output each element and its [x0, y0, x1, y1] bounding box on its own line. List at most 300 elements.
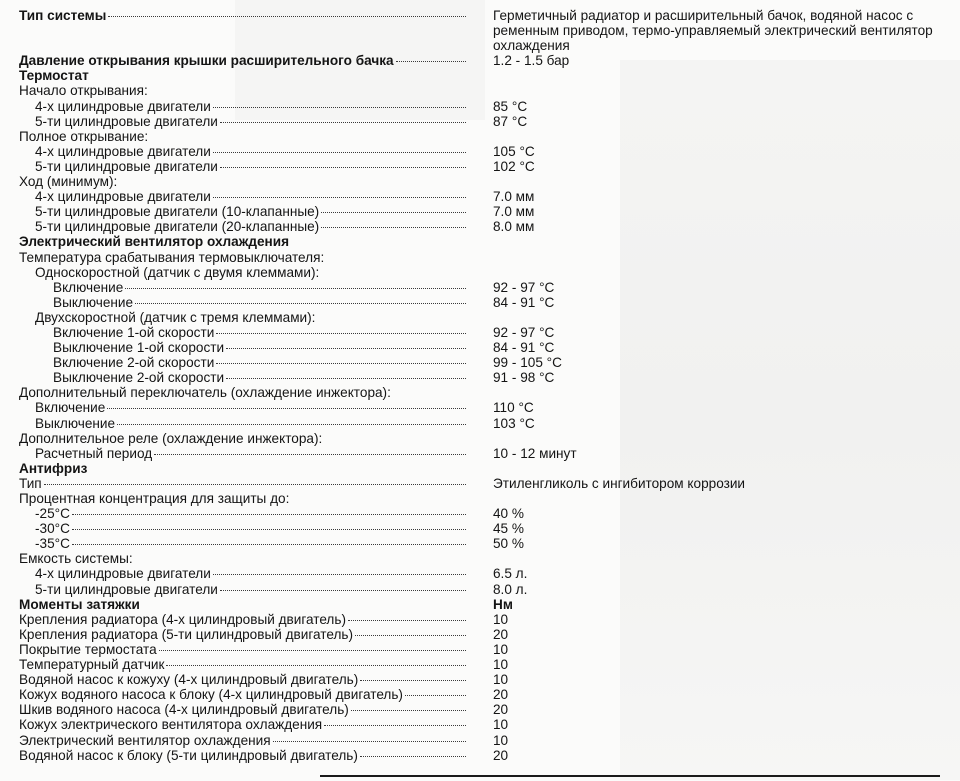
- spec-value: 8.0 мм: [493, 219, 535, 235]
- dot-leader: [117, 423, 466, 425]
- spec-label-cell: [19, 8, 466, 53]
- spec-label-cell: [19, 219, 466, 234]
- spec-gap-cell: [466, 144, 493, 159]
- spec-gap-cell: [466, 536, 493, 551]
- spec-value: 10: [493, 717, 509, 733]
- spec-label: [19, 566, 466, 581]
- spec-label-text: Емкость системы:: [19, 551, 133, 567]
- spec-gap-cell: [466, 582, 493, 597]
- spec-row: [19, 265, 944, 280]
- spec-label-cell: [19, 461, 466, 476]
- spec-label: [19, 717, 466, 732]
- spec-value: 7.0 мм: [493, 189, 535, 205]
- spec-gap-cell: [466, 325, 493, 340]
- spec-value: [493, 551, 944, 566]
- dot-leader: [213, 151, 466, 153]
- spec-value: 92 - 97 °C: [493, 324, 555, 340]
- spec-label-cell: [19, 582, 466, 597]
- spec-label: [19, 8, 466, 23]
- spec-label-cell: [19, 657, 466, 672]
- spec-label: [19, 642, 466, 657]
- spec-gap-cell: [466, 370, 493, 385]
- spec-row: [19, 83, 944, 98]
- dot-leader: [216, 362, 466, 364]
- spec-value: 20: [493, 747, 509, 763]
- spec-label-text: Шкив водяного насоса (4-х цилиндровый двигатель): [19, 702, 349, 718]
- spec-row: [19, 204, 944, 219]
- spec-label: [19, 491, 466, 506]
- spec-label: [19, 68, 466, 83]
- spec-row: [19, 642, 944, 657]
- spec-label-cell: [19, 204, 466, 219]
- spec-label-text: 5-ти цилиндровые двигатели: [35, 158, 218, 174]
- spec-label-cell: [19, 521, 466, 536]
- spec-gap-cell: [466, 234, 493, 249]
- dot-leader: [216, 332, 466, 334]
- spec-value: 10: [493, 732, 509, 748]
- spec-label: [19, 250, 466, 265]
- spec-row: [19, 325, 944, 340]
- spec-label-cell: [19, 189, 466, 204]
- spec-label-cell: [19, 370, 466, 385]
- spec-label: [19, 265, 466, 280]
- dot-leader: [107, 407, 466, 409]
- spec-value: Герметичный радиатор и расширительный бачок, водяной насос с ременным приводом, термо-управляемый электрический вентилятор охлаждения: [493, 8, 933, 54]
- spec-value: [493, 250, 944, 265]
- spec-label-cell: [19, 566, 466, 581]
- spec-label-cell: [19, 280, 466, 295]
- spec-label-text: Температура срабатывания термовыключателя:: [19, 249, 325, 265]
- spec-gap-cell: [466, 642, 493, 657]
- spec-row: [19, 566, 944, 581]
- spec-value: 7.0 мм: [493, 204, 535, 220]
- spec-value: 10: [493, 611, 509, 627]
- spec-label-text: Включение 1-ой скорости: [53, 324, 215, 340]
- spec-label: [19, 83, 466, 98]
- spec-gap-cell: [466, 129, 493, 144]
- spec-row: [19, 627, 944, 642]
- spec-value: 20: [493, 687, 509, 703]
- spec-value: 105 °C: [493, 143, 535, 159]
- spec-value: [493, 310, 944, 325]
- spec-label-text: Тип: [19, 475, 42, 491]
- spec-row: [19, 310, 944, 325]
- dot-leader: [321, 211, 466, 213]
- spec-label-cell: [19, 325, 466, 340]
- spec-label-text: Электрический вентилятор охлаждения: [19, 234, 290, 250]
- spec-gap-cell: [466, 250, 493, 265]
- spec-value: [493, 174, 944, 189]
- spec-label-text: Включение: [35, 400, 106, 416]
- spec-row: [19, 8, 944, 53]
- spec-label: [19, 416, 466, 431]
- spec-label: [19, 159, 466, 174]
- spec-row: [19, 53, 944, 68]
- spec-label-text: Тип системы: [19, 8, 107, 23]
- spec-label-cell: [19, 295, 466, 310]
- spec-value: 50 %: [493, 536, 524, 552]
- spec-label-text: -25°C: [35, 506, 70, 522]
- dot-leader: [220, 589, 466, 591]
- spec-row: [19, 687, 944, 702]
- spec-row: [19, 280, 944, 295]
- spec-row: [19, 355, 944, 370]
- spec-label: [19, 129, 466, 144]
- spec-label-cell: [19, 717, 466, 732]
- spec-label-cell: [19, 431, 466, 446]
- spec-value: 10: [493, 657, 509, 673]
- spec-label-text: Выключение 2-ой скорости: [53, 370, 225, 386]
- spec-gap-cell: [466, 627, 493, 642]
- dot-leader: [159, 649, 466, 651]
- spec-value: 6.5 л.: [493, 566, 528, 582]
- dot-leader: [72, 528, 466, 530]
- spec-row: [19, 416, 944, 431]
- dot-leader: [396, 60, 466, 62]
- dot-leader: [135, 302, 466, 304]
- spec-value: [493, 265, 944, 280]
- spec-value: 103 °C: [493, 415, 535, 431]
- spec-label: [19, 551, 466, 566]
- spec-gap-cell: [466, 310, 493, 325]
- spec-gap-cell: [466, 265, 493, 280]
- spec-label: [19, 144, 466, 159]
- spec-label-cell: [19, 446, 466, 461]
- spec-label-text: Покрытие термостата: [19, 641, 157, 657]
- spec-row: [19, 219, 944, 234]
- spec-label: [19, 748, 466, 763]
- spec-row: [19, 234, 944, 249]
- spec-row: [19, 536, 944, 551]
- dot-leader: [72, 513, 466, 515]
- spec-label: [19, 687, 466, 702]
- spec-gap-cell: [466, 295, 493, 310]
- spec-row: [19, 295, 944, 310]
- spec-gap-cell: [466, 204, 493, 219]
- spec-gap-cell: [466, 219, 493, 234]
- spec-label: [19, 114, 466, 129]
- dot-leader: [348, 619, 466, 621]
- spec-label-text: Электрический вентилятор охлаждения: [19, 732, 271, 748]
- spec-label-cell: [19, 310, 466, 325]
- spec-label-cell: [19, 672, 466, 687]
- spec-gap-cell: [466, 159, 493, 174]
- spec-label-text: Давление открывания крышки расширительного бачка: [19, 53, 394, 69]
- spec-label-text: Кожух электрического вентилятора охлаждения: [19, 717, 323, 733]
- dot-leader: [154, 453, 466, 455]
- spec-row: [19, 733, 944, 748]
- spec-label: [19, 476, 466, 491]
- spec-gap-cell: [466, 8, 493, 53]
- spec-label: [19, 431, 466, 446]
- spec-label-cell: [19, 250, 466, 265]
- spec-label-cell: [19, 536, 466, 551]
- spec-row: [19, 68, 944, 83]
- spec-row: [19, 476, 944, 491]
- spec-row: [19, 748, 944, 763]
- spec-row: [19, 582, 944, 597]
- dot-leader: [360, 755, 466, 757]
- spec-label-cell: [19, 627, 466, 642]
- spec-value: Этиленгликоль с ингибитором коррозии: [493, 475, 746, 491]
- spec-label-cell: [19, 174, 466, 189]
- spec-label: [19, 400, 466, 415]
- spec-gap-cell: [466, 717, 493, 732]
- spec-label-cell: [19, 476, 466, 491]
- spec-value: 20: [493, 626, 509, 642]
- spec-value: 10: [493, 641, 509, 657]
- spec-label-text: Водяной насос к кожуху (4-х цилиндровый двигатель): [19, 672, 359, 688]
- spec-row: [19, 174, 944, 189]
- spec-value: [493, 385, 944, 400]
- spec-gap-cell: [466, 733, 493, 748]
- spec-label: [19, 702, 466, 717]
- spec-value: 91 - 98 °C: [493, 370, 555, 386]
- dot-leader: [220, 121, 466, 123]
- spec-row: [19, 144, 944, 159]
- spec-gap-cell: [466, 416, 493, 431]
- spec-gap-cell: [466, 597, 493, 612]
- spec-value: [493, 68, 944, 83]
- spec-label-cell: [19, 159, 466, 174]
- dot-leader: [360, 679, 466, 681]
- spec-label-text: Полное открывание:: [19, 128, 149, 144]
- spec-value: [493, 234, 944, 249]
- spec-value: 99 - 105 °C: [493, 355, 562, 371]
- spec-label: [19, 219, 466, 234]
- spec-label-cell: [19, 642, 466, 657]
- spec-label-cell: [19, 612, 466, 627]
- spec-label: [19, 627, 466, 642]
- spec-row: [19, 521, 944, 536]
- spec-label-text: Моменты затяжки: [19, 596, 140, 612]
- dot-leader: [166, 664, 466, 666]
- spec-label: [19, 99, 466, 114]
- spec-label: [19, 536, 466, 551]
- spec-label-cell: [19, 265, 466, 280]
- spec-value: [493, 129, 944, 144]
- spec-value: Нм: [493, 596, 513, 612]
- spec-label-text: -30°C: [35, 521, 70, 537]
- spec-row: [19, 461, 944, 476]
- spec-value: 1.2 - 1.5 бар: [493, 53, 570, 69]
- spec-gap-cell: [466, 355, 493, 370]
- spec-label-text: 5-ти цилиндровые двигатели: [35, 581, 218, 597]
- spec-label-text: Крепления радиатора (5-ти цилиндровый двигатель): [19, 626, 353, 642]
- spec-row: [19, 250, 944, 265]
- spec-gap-cell: [466, 385, 493, 400]
- spec-value: 84 - 91 °C: [493, 294, 555, 310]
- spec-label-cell: [19, 385, 466, 400]
- spec-row: [19, 551, 944, 566]
- spec-gap-cell: [466, 280, 493, 295]
- dot-leader: [226, 347, 466, 349]
- spec-row: [19, 340, 944, 355]
- spec-row: [19, 400, 944, 415]
- spec-label-cell: [19, 506, 466, 521]
- spec-label-text: Дополнительный переключатель (охлаждение инжектора):: [19, 385, 391, 401]
- spec-label-cell: [19, 129, 466, 144]
- spec-label-cell: [19, 491, 466, 506]
- spec-value: 87 °C: [493, 113, 528, 129]
- spec-label-cell: [19, 355, 466, 370]
- spec-label-cell: [19, 144, 466, 159]
- spec-row: [19, 702, 944, 717]
- spec-label: [19, 370, 466, 385]
- spec-label-text: Расчетный период: [35, 445, 153, 461]
- spec-value: 10: [493, 672, 509, 688]
- spec-gap-cell: [466, 53, 493, 68]
- spec-value: [493, 461, 944, 476]
- spec-value: [493, 431, 944, 446]
- spec-label-text: Выключение 1-ой скорости: [53, 340, 225, 356]
- spec-label: [19, 280, 466, 295]
- spec-label-cell: [19, 687, 466, 702]
- spec-label-cell: [19, 114, 466, 129]
- spec-gap-cell: [466, 551, 493, 566]
- spec-label: [19, 295, 466, 310]
- spec-label: [19, 204, 466, 219]
- spec-label: [19, 612, 466, 627]
- spec-gap-cell: [466, 672, 493, 687]
- spec-gap-cell: [466, 99, 493, 114]
- spec-row: [19, 385, 944, 400]
- spec-label-text: Кожух водяного насоса к блоку (4-х цилиндровый двигатель): [19, 687, 403, 703]
- dot-leader: [226, 377, 466, 379]
- spec-label: [19, 521, 466, 536]
- spec-gap-cell: [466, 748, 493, 763]
- spec-label: [19, 53, 466, 68]
- spec-label-cell: [19, 400, 466, 415]
- spec-gap-cell: [466, 83, 493, 98]
- spec-label-text: 4-х цилиндровые двигатели: [35, 566, 211, 582]
- dot-leader: [273, 740, 466, 742]
- spec-gap-cell: [466, 702, 493, 717]
- dot-leader: [351, 709, 466, 711]
- spec-value: 84 - 91 °C: [493, 340, 555, 356]
- spec-gap-cell: [466, 68, 493, 83]
- spec-label: [19, 234, 466, 249]
- spec-row: [19, 189, 944, 204]
- dot-leader: [125, 287, 466, 289]
- dot-leader: [321, 226, 466, 228]
- spec-label-cell: [19, 748, 466, 763]
- spec-label-text: Ход (минимум):: [19, 174, 118, 190]
- spec-gap-cell: [466, 114, 493, 129]
- spec-label: [19, 310, 466, 325]
- spec-label-text: 4-х цилиндровые двигатели: [35, 143, 211, 159]
- bottom-rule: [320, 775, 940, 777]
- dot-leader: [213, 196, 466, 198]
- dot-leader: [220, 166, 466, 168]
- dot-leader: [44, 483, 466, 485]
- spec-row: [19, 431, 944, 446]
- spec-label: [19, 355, 466, 370]
- spec-row: [19, 612, 944, 627]
- spec-label: [19, 340, 466, 355]
- spec-label-text: Начало открывания:: [19, 83, 148, 99]
- spec-label-text: -35°C: [35, 536, 70, 552]
- spec-row: [19, 597, 944, 612]
- spec-label-text: 5-ти цилиндровые двигатели: [35, 113, 218, 129]
- spec-gap-cell: [466, 400, 493, 415]
- spec-label: [19, 582, 466, 597]
- dot-leader: [213, 573, 466, 575]
- spec-label-text: Односкоростной (датчик с двумя клеммами):: [35, 264, 320, 280]
- spec-row: [19, 129, 944, 144]
- spec-gap-cell: [466, 521, 493, 536]
- spec-label: [19, 385, 466, 400]
- spec-gap-cell: [466, 476, 493, 491]
- spec-label-text: Выключение: [35, 415, 116, 431]
- spec-table-body: [19, 8, 944, 763]
- spec-gap-cell: [466, 491, 493, 506]
- spec-value: 40 %: [493, 506, 524, 522]
- spec-row: [19, 446, 944, 461]
- spec-label-cell: [19, 68, 466, 83]
- spec-gap-cell: [466, 174, 493, 189]
- spec-label-text: 4-х цилиндровые двигатели: [35, 189, 211, 205]
- spec-label-cell: [19, 234, 466, 249]
- spec-gap-cell: [466, 687, 493, 702]
- dot-leader: [72, 543, 466, 545]
- spec-gap-cell: [466, 189, 493, 204]
- spec-label-text: 4-х цилиндровые двигатели: [35, 98, 211, 114]
- spec-value: [493, 83, 944, 98]
- spec-label-text: Двухскоростной (датчик с тремя клеммами):: [35, 309, 316, 325]
- spec-label-text: Включение: [53, 279, 124, 295]
- spec-label-text: 5-ти цилиндровые двигатели (10-клапанные): [35, 204, 320, 220]
- dot-leader: [324, 724, 466, 726]
- spec-label-text: Термостат: [19, 68, 89, 84]
- spec-label-text: Дополнительное реле (охлаждение инжектора):: [19, 430, 323, 446]
- spec-label: [19, 672, 466, 687]
- spec-gap-cell: [466, 461, 493, 476]
- spec-label: [19, 657, 466, 672]
- spec-label-cell: [19, 99, 466, 114]
- spec-label-text: Водяной насос к блоку (5-ти цилиндровый двигатель): [19, 747, 358, 763]
- spec-row: [19, 717, 944, 732]
- spec-row: [19, 506, 944, 521]
- spec-label-cell: [19, 733, 466, 748]
- cooling-system-spec-table: [19, 8, 944, 763]
- spec-label-text: Крепления радиатора (4-х цилиндровый двигатель): [19, 611, 346, 627]
- spec-gap-cell: [466, 431, 493, 446]
- spec-label: [19, 325, 466, 340]
- spec-row: [19, 491, 944, 506]
- spec-gap-cell: [466, 446, 493, 461]
- spec-row: [19, 114, 944, 129]
- spec-value: 85 °C: [493, 98, 528, 114]
- dot-leader: [108, 15, 466, 17]
- spec-value: 110 °C: [493, 400, 534, 416]
- spec-row: [19, 159, 944, 174]
- spec-gap-cell: [466, 506, 493, 521]
- spec-value: 8.0 л.: [493, 581, 528, 597]
- spec-label: [19, 733, 466, 748]
- spec-label-cell: [19, 340, 466, 355]
- spec-label-cell: [19, 702, 466, 717]
- spec-label-cell: [19, 597, 466, 612]
- spec-label-text: Выключение: [53, 294, 134, 310]
- spec-label-text: Антифриз: [19, 460, 88, 476]
- spec-label: [19, 506, 466, 521]
- spec-label: [19, 446, 466, 461]
- spec-label: [19, 597, 466, 612]
- spec-value: 10 - 12 минут: [493, 445, 577, 461]
- spec-label: [19, 174, 466, 189]
- spec-gap-cell: [466, 612, 493, 627]
